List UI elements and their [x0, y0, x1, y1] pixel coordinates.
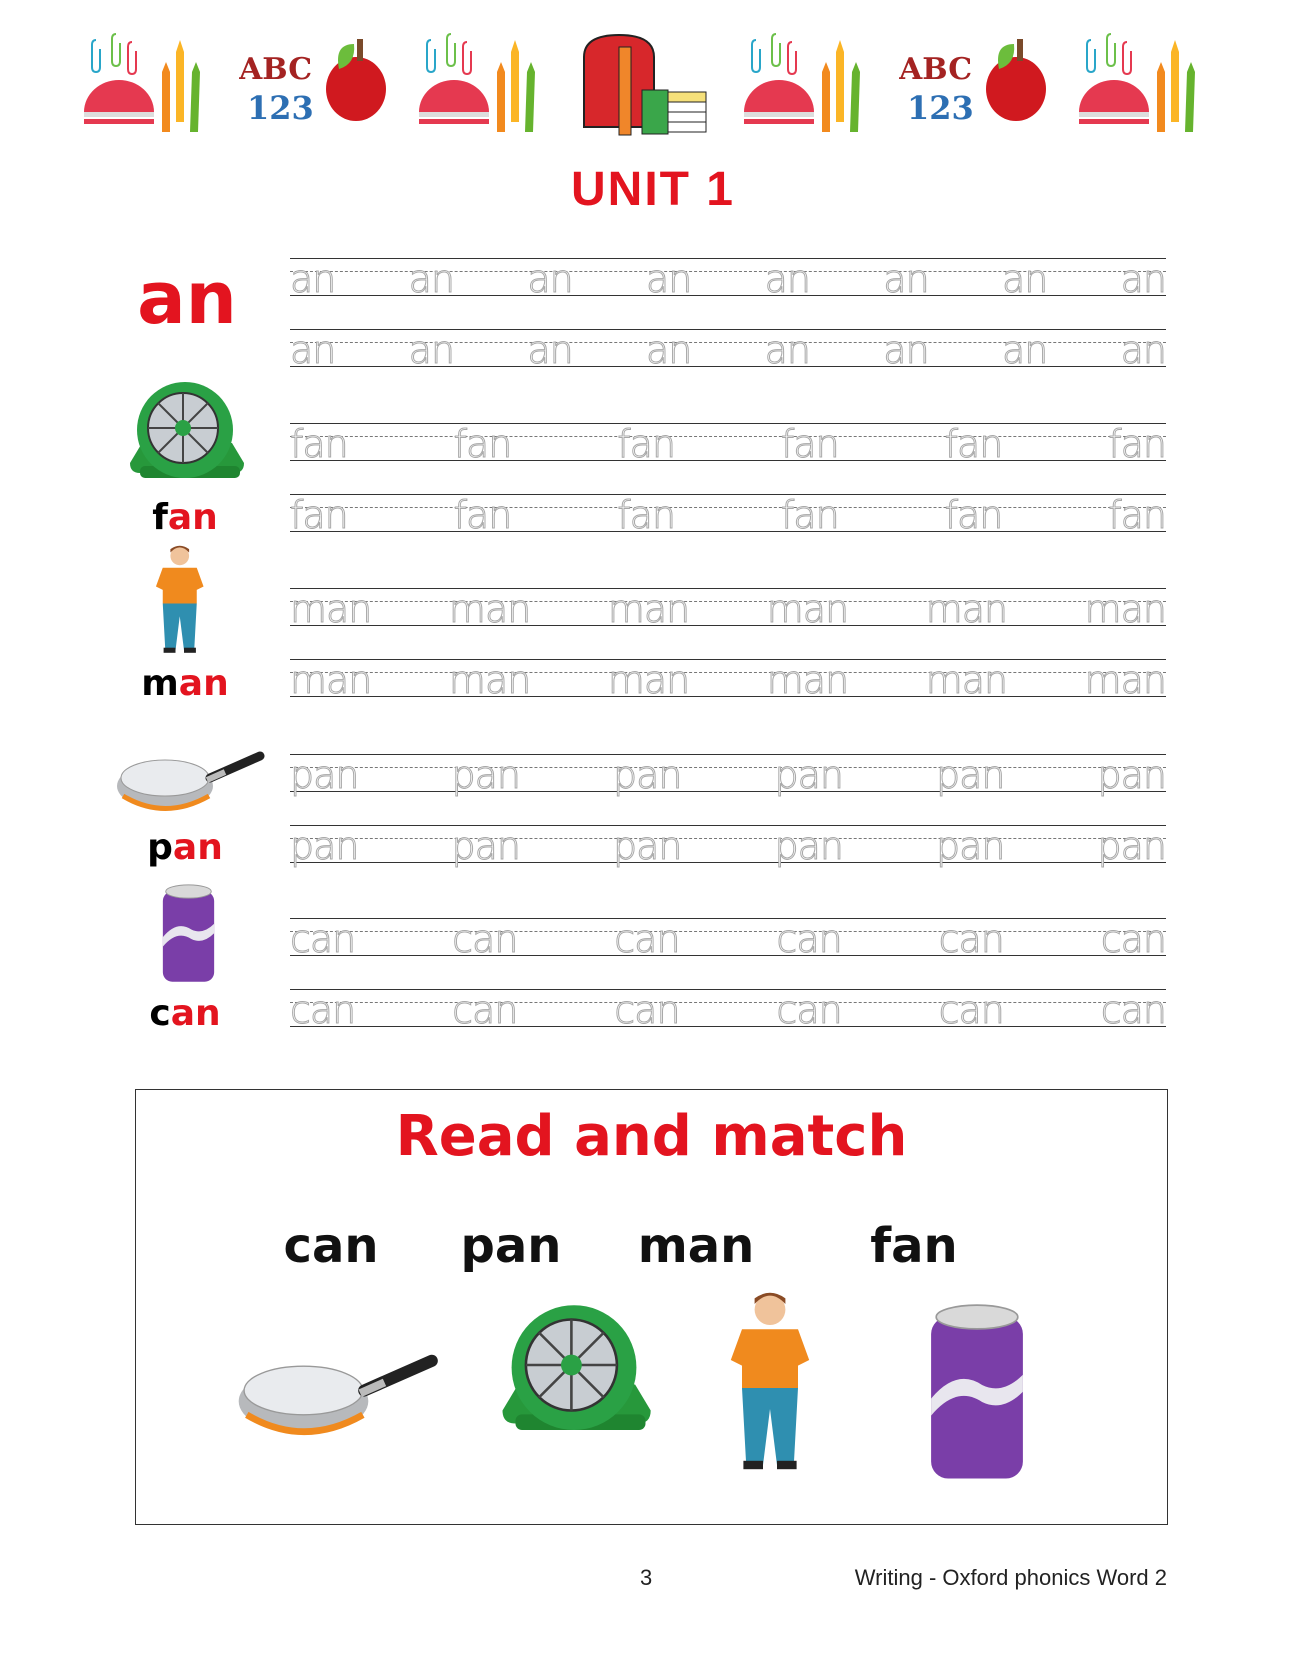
word-onset: f [152, 497, 168, 538]
trace-word: man [290, 587, 372, 631]
trace-word: an [764, 328, 810, 372]
trace-word: man [607, 658, 690, 702]
word-label-can [110, 993, 260, 1034]
trace-word: man [1084, 658, 1166, 702]
trace-word: pan [613, 753, 682, 797]
trace-word: man [766, 658, 849, 702]
pan-icon [115, 748, 265, 822]
trace-word: pan [1097, 753, 1166, 797]
tracing-line [290, 328, 1166, 372]
trace-word: fan [617, 422, 676, 466]
trace-word: an [290, 328, 336, 372]
trace-word: an [883, 257, 929, 301]
match-picture-pan-icon[interactable] [236, 1350, 439, 1449]
trace-word: an [764, 257, 810, 301]
trace-word: pan [1097, 824, 1166, 868]
match-word-man[interactable]: man [637, 1218, 755, 1274]
trace-word: fan [1108, 493, 1166, 537]
trace-word: man [925, 658, 1008, 702]
trace-word: pan [451, 824, 520, 868]
match-title: Read and match [395, 1104, 908, 1169]
trace-word: fan [453, 422, 512, 466]
page-number: 3 [640, 1565, 653, 1590]
trace-word: can [938, 917, 1004, 961]
tracing-line [290, 988, 1166, 1032]
footer-text: Writing - Oxford phonics Word 2 [854, 1565, 1167, 1590]
trace-word: fan [290, 422, 348, 466]
match-picture-man-icon[interactable] [721, 1290, 819, 1476]
svg-text:123: 123 [907, 89, 974, 127]
trace-word: an [408, 257, 455, 301]
match-picture-can-icon[interactable] [926, 1300, 1028, 1491]
abc-apple-icon [239, 34, 389, 134]
trace-word: man [448, 658, 531, 702]
trace-word: an [1120, 328, 1166, 372]
trace-word: fan [453, 493, 512, 537]
svg-text:ABC: ABC [239, 52, 313, 87]
trace-word: fan [944, 493, 1003, 537]
trace-word: fan [944, 422, 1003, 466]
trace-word: can [614, 988, 680, 1032]
trace-word: pan [936, 753, 1005, 797]
trace-word: can [938, 988, 1004, 1032]
trace-word: an [408, 328, 455, 372]
trace-word: man [766, 587, 849, 631]
trace-word: can [1100, 917, 1166, 961]
word-rime: an [178, 663, 229, 704]
tracing-line [290, 658, 1166, 702]
trace-word: can [452, 917, 518, 961]
word-label-man [110, 663, 260, 704]
word-onset: p [147, 827, 173, 868]
trace-word: pan [774, 824, 843, 868]
match-word-fan[interactable]: fan [870, 1218, 958, 1274]
man-icon [150, 544, 210, 659]
stationery-icon [419, 32, 544, 137]
trace-word: fan [290, 493, 348, 537]
tracing-line [290, 422, 1166, 466]
tracing-line [290, 257, 1166, 301]
trace-word: can [1100, 988, 1166, 1032]
tracing-line [290, 493, 1166, 537]
trace-word: an [527, 328, 573, 372]
word-rime: an [172, 827, 223, 868]
backpack-icon [574, 32, 714, 137]
trace-word: an [1001, 257, 1048, 301]
trace-word: an [1120, 257, 1166, 301]
trace-word: an [527, 257, 573, 301]
trace-word: can [776, 917, 842, 961]
stationery-icon [744, 32, 869, 137]
trace-word: can [614, 917, 680, 961]
word-onset: m [141, 663, 179, 704]
trace-word: pan [774, 753, 843, 797]
tracing-line [290, 587, 1166, 631]
abc-apple-icon [899, 34, 1049, 134]
match-word-can[interactable]: can [283, 1218, 379, 1274]
read-and-match-box [135, 1089, 1168, 1525]
tracing-line [290, 917, 1166, 961]
stationery-icon [84, 32, 209, 137]
trace-word: an [290, 257, 336, 301]
tracing-line [290, 753, 1166, 797]
trace-word: can [290, 988, 356, 1032]
rime-heading: an [137, 256, 237, 340]
trace-word: pan [936, 824, 1005, 868]
word-rime: an [167, 497, 218, 538]
trace-word: an [883, 328, 929, 372]
trace-word: an [645, 328, 692, 372]
trace-word: man [925, 587, 1008, 631]
trace-word: fan [780, 422, 839, 466]
stationery-icon [1079, 32, 1204, 137]
trace-word: fan [1108, 422, 1166, 466]
trace-word: can [452, 988, 518, 1032]
svg-text:ABC: ABC [899, 52, 973, 87]
can-icon [160, 882, 217, 991]
word-label-fan [110, 497, 260, 538]
match-word-pan[interactable]: pan [460, 1218, 562, 1274]
trace-word: can [290, 917, 356, 961]
trace-word: man [607, 587, 690, 631]
word-label-pan [110, 827, 260, 868]
trace-word: man [290, 658, 372, 702]
trace-word: can [776, 988, 842, 1032]
svg-text:123: 123 [247, 89, 314, 127]
match-picture-fan-icon[interactable] [496, 1300, 659, 1454]
trace-word: pan [451, 753, 520, 797]
trace-word: man [1084, 587, 1166, 631]
trace-word: pan [290, 824, 359, 868]
trace-word: fan [780, 493, 839, 537]
trace-word: pan [613, 824, 682, 868]
trace-word: an [1001, 328, 1048, 372]
trace-word: fan [617, 493, 676, 537]
trace-word: pan [290, 753, 359, 797]
word-rime: an [170, 993, 221, 1034]
page-title: UNIT 1 [570, 163, 735, 216]
tracing-line [290, 824, 1166, 868]
trace-word: man [448, 587, 531, 631]
word-onset: c [149, 993, 171, 1034]
header-decorations [84, 28, 1204, 140]
fan-icon [125, 378, 250, 497]
trace-word: an [645, 257, 692, 301]
